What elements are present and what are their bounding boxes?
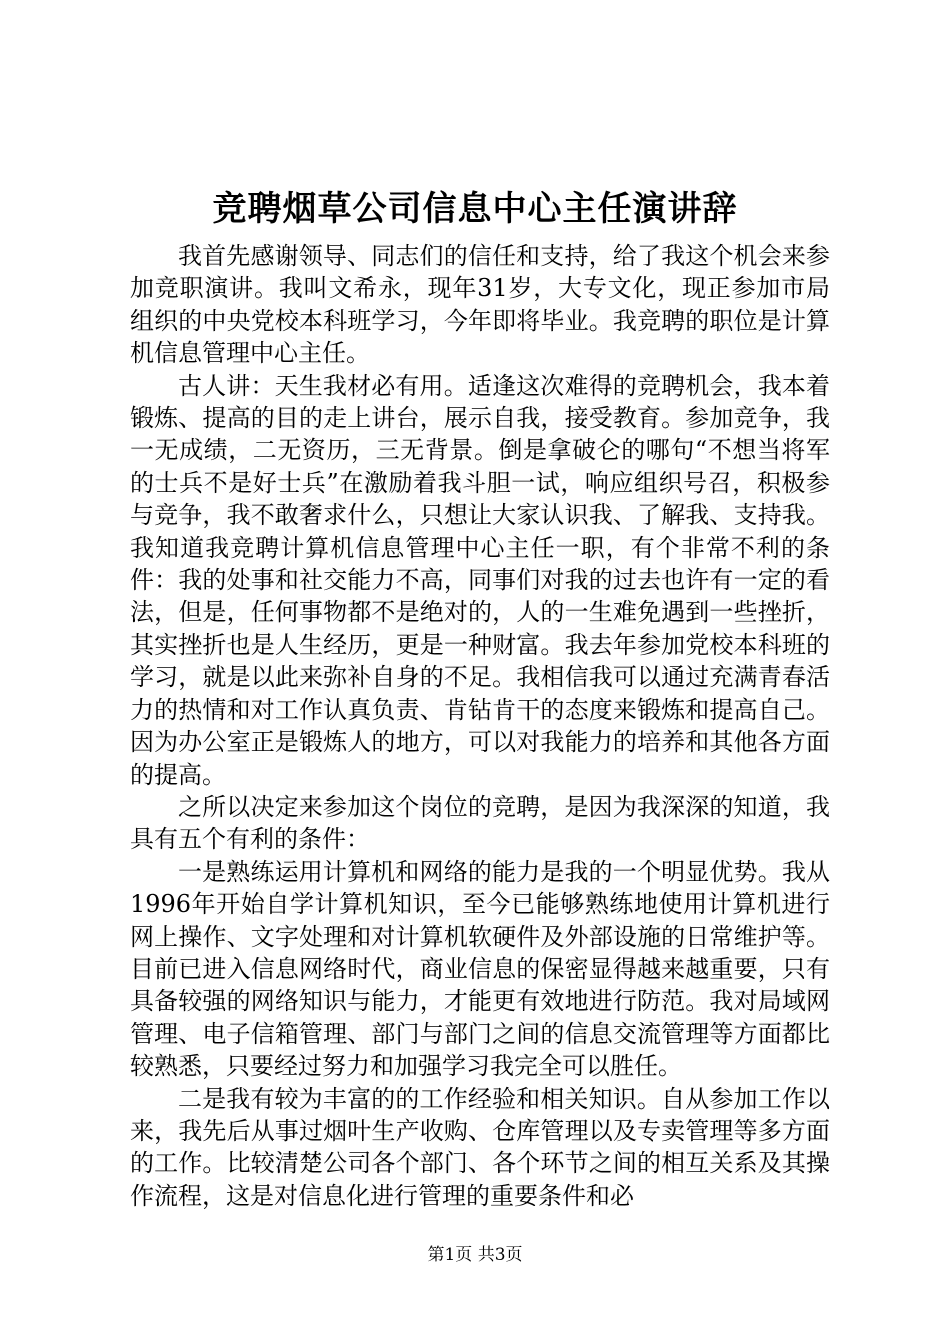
paragraph: 之所以决定来参加这个岗位的竞聘，是因为我深深的知道，我具有五个有利的条件：: [130, 792, 830, 854]
paragraph: 古人讲：天生我材必有用。适逢这次难得的竞聘机会，我本着锻炼、提高的目的走上讲台，展示自我，接受教育。参加竞争，我一无成绩，二无资历，三无背景。倒是拿破仑的哪句“不想当将军的士兵不是好士兵”在激励着我斗胆一试，响应组织号召，积极参与竞争，我不敢奢求什么，只想让大家认识我、了解我、支持我。我知道我竞聘计算机信息管理中心主任一职，有个非常不利的条件：我的处事和社交能力不高，同事们对我的过去也许有一定的看法，但是，任何事物都不是绝对的，人的一生难免遇到一些挫折，其实挫折也是人生经历，更是一种财富。我去年参加党校本科班的学习，就是以此来弥补自身的不足。我相信我可以通过充满青春活力的热情和对工作认真负责、肯钻肯干的态度来锻炼和提高自己。因为办公室正是锻炼人的地方，可以对我能力的培养和其他各方面的提高。: [130, 371, 830, 789]
paragraph: 二是我有较为丰富的的工作经验和相关知识。自从参加工作以来，我先后从事过烟叶生产收购、仓库管理以及专卖管理等多方面的工作。比较清楚公司各个部门、各个环节之间的相互关系及其操作流程，这是对信息化进行管理的重要条件和必: [130, 1084, 830, 1210]
document-title: 竞聘烟草公司信息中心主任演讲辞: [212, 189, 738, 229]
page-number-footer: 第1页 共3页: [427, 1245, 523, 1265]
paragraph: 我首先感谢领导、同志们的信任和支持，给了我这个机会来参加竞职演讲。我叫文希永，现年31岁，大专文化，现正参加市局组织的中央党校本科班学习，今年即将毕业。我竞聘的职位是计算机信息管理中心主任。: [130, 242, 830, 368]
paragraph: 一是熟练运用计算机和网络的能力是我的一个明显优势。我从1996年开始自学计算机知识，至今已能够熟练地使用计算机进行网上操作、文字处理和对计算机软硬件及外部设施的日常维护等。目前已进入信息网络时代，商业信息的保密显得越来越重要，只有具备较强的网络知识与能力，才能更有效地进行防范。我对局域网管理、电子信箱管理、部门与部门之间的信息交流管理等方面都比较熟悉，只要经过努力和加强学习我完全可以胜任。: [130, 857, 830, 1081]
document-body: [130, 240, 830, 1212]
